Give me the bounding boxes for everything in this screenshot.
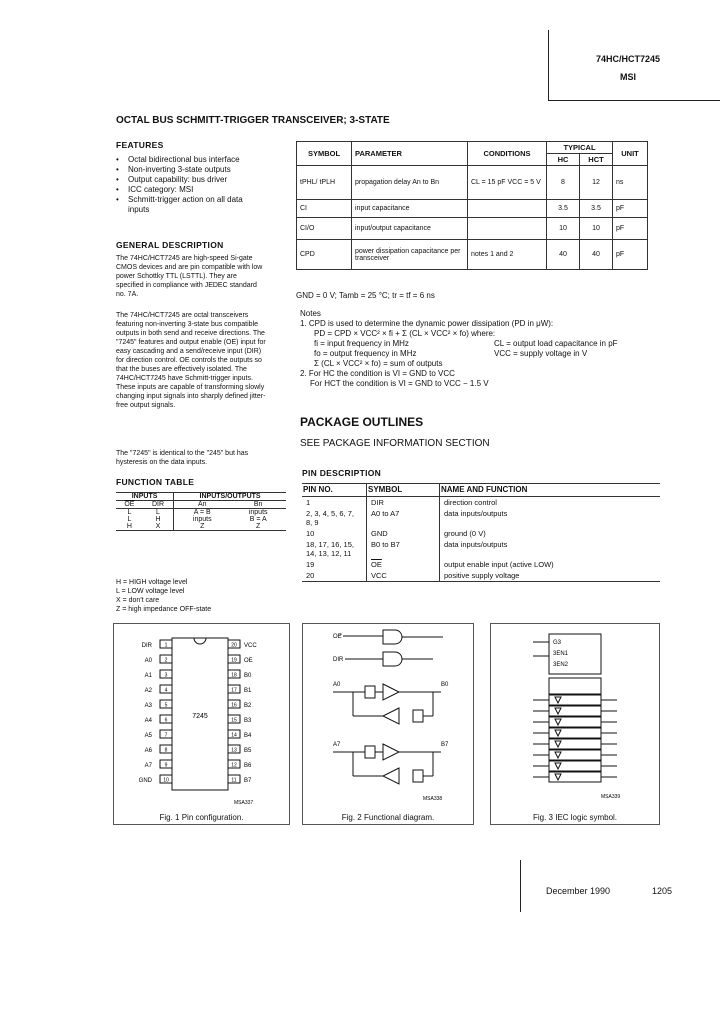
iec-buffer: [555, 697, 561, 703]
svg-text:MSA338: MSA338: [423, 796, 443, 802]
pin-label-right: OE: [244, 658, 253, 664]
figure-functional-diagram: [302, 623, 474, 825]
pin-label-left: A2: [144, 688, 152, 694]
general-heading: GENERAL DESCRIPTION: [116, 240, 224, 250]
header-rule-horizontal: [548, 100, 720, 101]
notes-block: Notes 1. CPD is used to determine the dynamic power dissipation (PD in μW): PD = CPD × VCC² × fi + Σ (CL × VCC² × fo) where: fi = input frequency in MHz fo = output frequency in MHz Σ (CL × VCC² × fo) = sum of outputs CL = output load capacitance in pF VCC = supply voltage in V 2. For HC the condition is VI = GND to VCC For HCT the condition is VI = GND to VCC − 1.5 V: [300, 309, 618, 388]
table-row: 10 GND ground (0 V): [302, 528, 660, 539]
package-sub: SEE PACKAGE INFORMATION SECTION: [300, 438, 490, 449]
table-row: CI input capacitance 3.5 3.5 pF: [297, 200, 648, 218]
footer-date: December 1990: [546, 886, 611, 896]
pin-description-table: [302, 483, 660, 582]
feature-item: • ICC category: MSI: [114, 185, 274, 195]
pin-label-left: A5: [144, 733, 152, 739]
pin-label-left: GND: [138, 778, 152, 784]
iec-buffer: [555, 752, 561, 758]
figure-iec-symbol: [490, 623, 660, 825]
figure-2-caption: Fig. 2 Functional diagram.: [341, 813, 435, 822]
svg-text:OE: OE: [333, 634, 342, 640]
characteristics-table: [296, 141, 648, 270]
svg-text:B0: B0: [441, 682, 449, 688]
features-heading: FEATURES: [116, 140, 164, 150]
iec-buffer: [555, 741, 561, 747]
buffer-a7: [333, 742, 449, 784]
figure-code: MSA337: [234, 800, 254, 806]
function-table: [116, 492, 286, 531]
svg-text:DIR: DIR: [333, 657, 344, 663]
table-row: tPHL/ tPLH propagation delay An to Bn CL = 15 pF VCC = 5 V 8 12 ns: [297, 166, 648, 200]
pin-label-right: B2: [244, 703, 252, 709]
pin-number: 13: [231, 747, 237, 754]
feature-item: • Non-inverting 3-state outputs: [114, 165, 274, 175]
pin-number: 15: [231, 717, 237, 724]
table-row: 18, 17, 16, 15, 14, 13, 12, 11 B0 to B7 data inputs/outputs: [302, 539, 660, 559]
header-rule-vertical: [548, 30, 549, 100]
pin-label-left: A4: [144, 718, 152, 724]
table-row: 2, 3, 4, 5, 6, 7, 8, 9 A0 to A7 data inputs/outputs: [302, 508, 660, 528]
svg-text:3EN1: 3EN1: [553, 651, 569, 657]
features-list: [114, 155, 274, 215]
ft-h-inputs: INPUTS: [116, 493, 174, 501]
pin-number: 17: [231, 687, 237, 694]
table-row: 1 DIR direction control: [302, 497, 660, 509]
pin-number: 8: [164, 747, 168, 754]
pin-label-left: A7: [144, 763, 152, 769]
pin-label-left: A1: [144, 673, 152, 679]
pin-number: 10: [163, 777, 169, 784]
ft-col: An: [197, 501, 207, 508]
pin-number: 1: [164, 642, 168, 649]
footer-page: 1205: [652, 886, 673, 896]
ct-h-param: PARAMETER: [352, 142, 468, 166]
pd-col: SYMBOL: [367, 484, 440, 497]
pin-desc-heading: PIN DESCRIPTION: [302, 468, 382, 478]
pin-number: 7: [164, 732, 168, 739]
iec-buffer: [555, 708, 561, 714]
pin-number: 12: [231, 762, 237, 769]
pd-col: PIN NO.: [302, 484, 367, 497]
iec-buffer: [555, 763, 561, 769]
pin-label-left: A6: [144, 748, 152, 754]
pin-label-right: VCC: [244, 643, 257, 649]
iec-buffer: [555, 719, 561, 725]
general-p1: The 74HC/HCT7245 are high-speed Si-gate CMOS devices and are pin compatible with low power Schottky TTL (LSTTL). They are specified in compliance with JEDEC standard no. 7A.: [116, 255, 263, 298]
pin-number: 6: [164, 717, 168, 724]
pd-col: NAME AND FUNCTION: [441, 485, 528, 494]
pin-number: 5: [164, 702, 168, 709]
svg-text:A7: A7: [333, 742, 341, 748]
part-category: MSI: [619, 72, 636, 82]
ct-h-symbol: SYMBOL: [297, 142, 352, 166]
pin-label-right: B7: [244, 778, 252, 784]
part-number: 74HC/HCT7245: [595, 54, 660, 64]
ct-h-typ: TYPICAL: [547, 142, 613, 154]
iec-buffer: [555, 774, 561, 780]
table-row: L H inputs B = A: [127, 516, 267, 523]
svg-text:MSA339: MSA339: [601, 794, 621, 800]
svg-text:A0: A0: [333, 682, 341, 688]
chip-label: 7245: [192, 713, 208, 720]
package-heading: PACKAGE OUTLINES: [300, 415, 424, 429]
pin-label-right: B5: [244, 748, 252, 754]
pin-label-left: DIR: [141, 643, 152, 649]
ft-col: Bn: [253, 501, 263, 508]
pin-number: 3: [164, 672, 168, 679]
pin-number: 2: [164, 657, 168, 664]
footer-rule-vertical: [520, 860, 521, 912]
function-table-heading: FUNCTION TABLE: [116, 477, 195, 487]
pin-label-right: B1: [244, 688, 252, 694]
svg-text:3EN2: 3EN2: [553, 662, 569, 668]
feature-item: • Octal bidirectional bus interface: [114, 155, 274, 165]
function-legend: H = HIGH voltage level L = LOW voltage level X = don't care Z = high impedance OFF-state: [116, 579, 212, 613]
svg-text:G3: G3: [553, 640, 562, 646]
pin-number: 11: [231, 777, 237, 784]
buffer-a0: [333, 682, 449, 724]
pin-number: 20: [231, 642, 237, 649]
iec-buffer: [555, 730, 561, 736]
general-p3: The "7245" is identical to the "245" but has hysteresis on the data inputs.: [116, 450, 249, 466]
ft-col: $\overline{OE}$: [124, 501, 135, 508]
table-row: H X Z Z: [116, 523, 286, 531]
table-row: 19 $\overline{OE}$ output enable input (active LOW): [302, 559, 660, 570]
ct-h-cond: CONDITIONS: [468, 142, 547, 166]
feature-item: • Output capability: bus driver: [114, 175, 274, 185]
iec-diagram: [491, 624, 659, 809]
pin-label-left: A3: [144, 703, 152, 709]
table-row: CPD power dissipation capacitance per transceiver notes 1 and 2 40 40 pF: [297, 240, 648, 270]
feature-item: • Schmitt-trigger action on all data inputs: [114, 195, 248, 215]
svg-text:B7: B7: [441, 742, 449, 748]
pin-label-right: B4: [244, 733, 252, 739]
ct-h-hc: HC: [547, 154, 580, 166]
ct-h-unit: UNIT: [613, 142, 648, 166]
table-row: CI/O input/output capacitance 10 10 pF: [297, 218, 648, 240]
ft-col: DIR: [143, 501, 174, 509]
pin-number: 18: [231, 672, 237, 679]
pin-number: 9: [164, 762, 168, 769]
figure-3-caption: Fig. 3 IEC logic symbol.: [532, 813, 618, 822]
table-footer-conditions: GND = 0 V; Tamb = 25 °C; tr = tf = 6 ns: [296, 291, 435, 300]
pin-number: 16: [231, 702, 237, 709]
table-row: 20 VCC positive supply voltage: [302, 570, 660, 582]
pin-number: 19: [231, 657, 237, 664]
ft-h-io: INPUTS/OUTPUTS: [199, 493, 261, 500]
table-row: L L A = B inputs: [127, 509, 268, 516]
general-p2: The 74HC/HCT7245 are octal transceivers featuring non-inverting 3-state bus compatible outputs in both send and receive directions. The "7245" features and output enable (OE) input for easy cascading and a send/receive input (DIR) for direction control. OE controls the outputs so that the buses are effectively isolated. The 74HC/HCT7245 have Schmitt-trigger inputs. These inputs are capable of transforming slowly changing input signals into sharply defined jitter-free output signals.: [116, 312, 266, 409]
pin-number: 4: [164, 687, 168, 694]
pin-diagram: [114, 624, 289, 809]
pin-label-right: B6: [244, 763, 252, 769]
pin-label-right: B3: [244, 718, 252, 724]
figure-pin-configuration: [113, 623, 290, 825]
functional-diagram: [303, 624, 473, 809]
ct-h-hct: HCT: [580, 154, 613, 166]
pin-label-right: B0: [244, 673, 252, 679]
page-title: OCTAL BUS SCHMITT-TRIGGER TRANSCEIVER; 3-STATE: [116, 115, 390, 126]
pin-label-left: A0: [144, 658, 152, 664]
pin-number: 14: [231, 732, 237, 739]
figure-1-caption: Fig. 1 Pin configuration.: [159, 813, 244, 822]
